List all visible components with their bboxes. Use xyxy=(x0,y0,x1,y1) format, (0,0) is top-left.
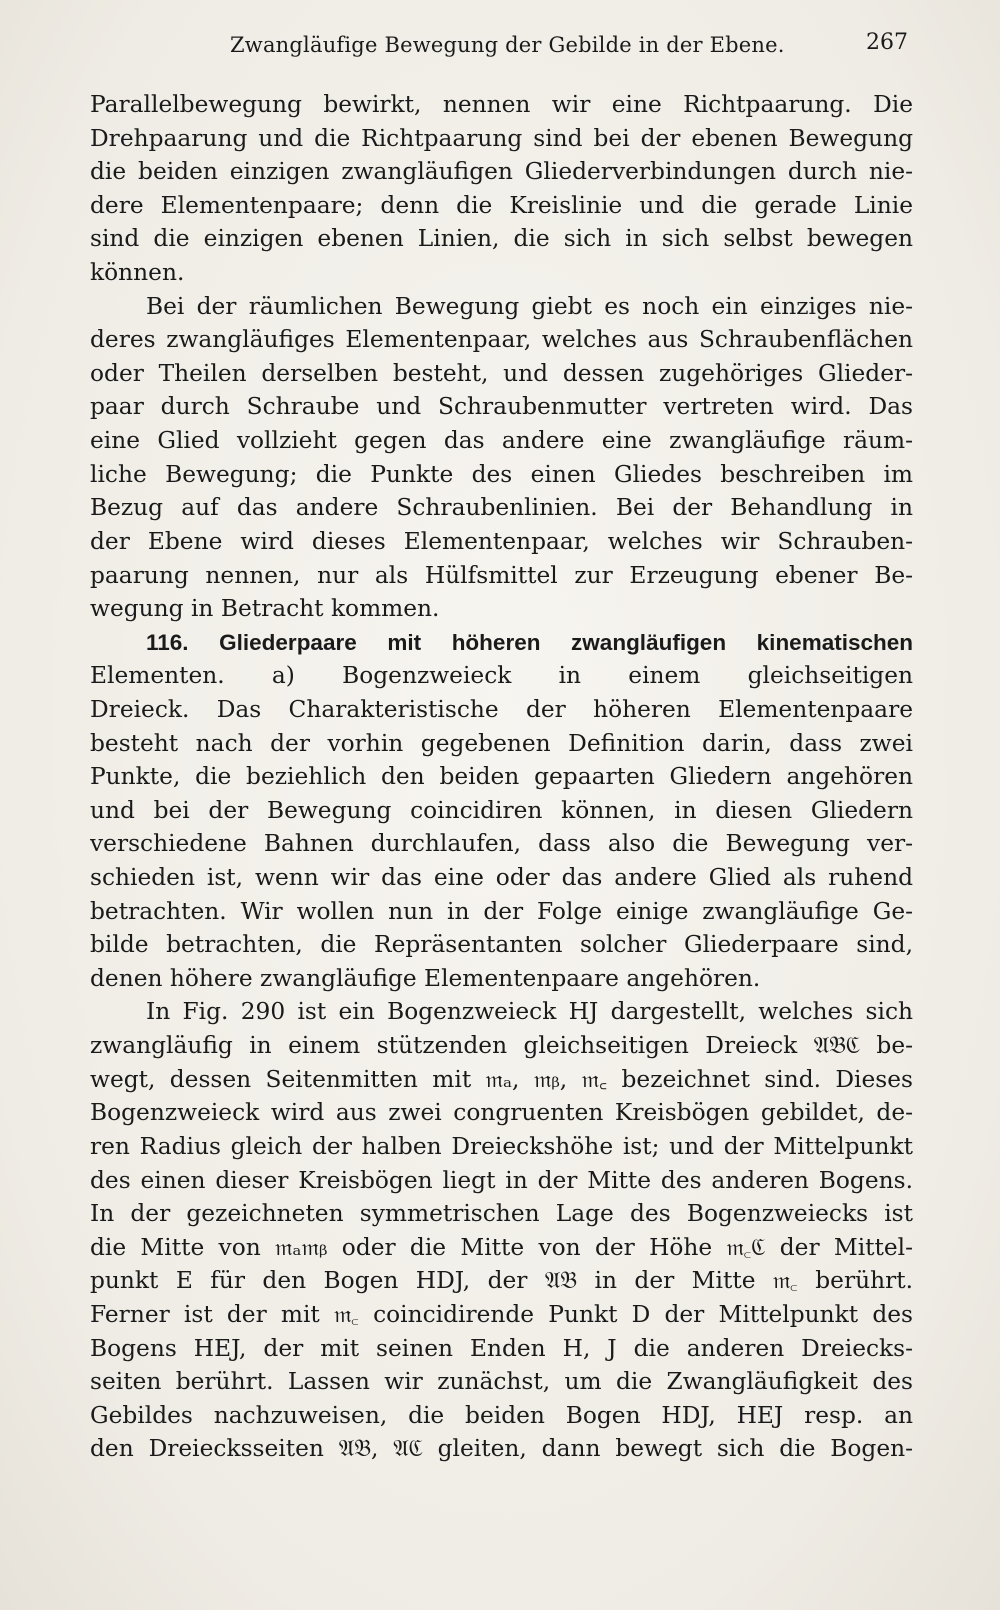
text-line: zwangläufig in einem stützenden gleichseitigen Dreieck 𝔄𝔅ℭ be- xyxy=(90,1032,913,1060)
text-line: Elementen. a) Bogenzweieck in einem gleichseitigen xyxy=(90,662,913,690)
text-line: und bei der Bewegung coincidiren können, in diesen Gliedern xyxy=(90,796,913,824)
page-number: 267 xyxy=(866,30,908,55)
text-line: Gebildes nachzuweisen, die beiden Bogen HDJ, HEJ resp. an xyxy=(90,1401,913,1429)
text-line: dere Elementenpaare; denn die Kreislinie und die gerade Linie xyxy=(90,191,913,219)
text-line: bilde betrachten, die Repräsentanten solcher Gliederpaare sind, xyxy=(90,931,913,959)
text-line: der Ebene wird dieses Elementenpaar, welches wir Schrauben- xyxy=(90,527,913,555)
text-line: besteht nach der vorhin gegebenen Definition darin, dass zwei xyxy=(90,729,913,757)
text-line: Dreieck. Das Charakteristische der höheren Elementenpaare xyxy=(90,695,913,723)
text-line: oder Theilen derselben besteht, und dessen zugehöriges Glieder- xyxy=(90,359,913,387)
text-line: Punkte, die beziehlich den beiden gepaarten Gliedern angehören xyxy=(90,763,913,791)
text-line: sind die einzigen ebenen Linien, die sich in sich selbst bewegen xyxy=(90,225,913,253)
running-head: Zwangläufige Bewegung der Gebilde in der Ebene. xyxy=(230,33,785,57)
text-line: betrachten. Wir wollen nun in der Folge einige zwangläufige Ge- xyxy=(90,897,913,925)
text-line: die beiden einzigen zwangläufigen Gliederverbindungen durch nie- xyxy=(90,158,913,186)
text-line: schieden ist, wenn wir das eine oder das andere Glied als ruhend xyxy=(90,864,913,892)
text-line: können. xyxy=(90,259,185,287)
text-line: In Fig. 290 ist ein Bogenzweieck HJ dargestellt, welches sich xyxy=(146,998,913,1026)
text-line: seiten berührt. Lassen wir zunächst, um die Zwangläufigkeit des xyxy=(90,1368,913,1396)
text-line: des einen dieser Kreisbögen liegt in der Mitte des anderen Bogens. xyxy=(90,1166,913,1194)
text-line: denen höhere zwangläufige Elementenpaare angehören. xyxy=(90,964,761,992)
text-line: eine Glied vollzieht gegen das andere eine zwangläufige räum- xyxy=(90,427,913,455)
text-line: Bogens HEJ, der mit seinen Enden H, J die anderen Dreiecks- xyxy=(90,1334,913,1362)
text-line: den Dreiecksseiten 𝔄𝔅, 𝔄ℭ gleiten, dann bewegt sich die Bogen- xyxy=(90,1435,913,1463)
text-line: paar durch Schraube und Schraubenmutter vertreten wird. Das xyxy=(90,393,913,421)
text-line: punkt E für den Bogen HDJ, der 𝔄𝔅 in der Mitte 𝔪꜀ berührt. xyxy=(90,1267,913,1295)
text-line: paarung nennen, nur als Hülfsmittel zur Erzeugung ebener Be- xyxy=(90,561,913,589)
text-line: Bogenzweieck wird aus zwei congruenten Kreisbögen gebildet, de- xyxy=(90,1099,913,1127)
text-line: Ferner ist der mit 𝔪꜀ coincidirende Punkt D der Mittelpunkt des xyxy=(90,1300,913,1328)
text-line: wegt, dessen Seitenmitten mit 𝔪ₐ, 𝔪ᵦ, 𝔪꜀ bezeichnet sind. Dieses xyxy=(90,1065,913,1093)
body-text xyxy=(90,88,913,1466)
section-heading: 116. Gliederpaare mit höheren zwangläufigen kinematischen xyxy=(146,629,913,655)
text-line: Parallelbewegung bewirkt, nennen wir eine Richtpaarung. Die xyxy=(90,91,913,118)
text-line: wegung in Betracht kommen. xyxy=(90,595,440,623)
text-line: ren Radius gleich der halben Dreieckshöhe ist; und der Mittelpunkt xyxy=(90,1132,913,1160)
text-line: Bezug auf das andere Schraubenlinien. Bei der Behandlung in xyxy=(90,494,913,522)
text-line: verschiedene Bahnen durchlaufen, dass also die Bewegung ver- xyxy=(90,830,913,858)
text-line: die Mitte von 𝔪ₐ𝔪ᵦ oder die Mitte von der Höhe 𝔪꜀ℭ der Mittel- xyxy=(90,1233,913,1261)
text-line: In der gezeichneten symmetrischen Lage des Bogenzweiecks ist xyxy=(90,1200,913,1228)
text-line: liche Bewegung; die Punkte des einen Gliedes beschreiben im xyxy=(90,460,913,488)
text-line: Bei der räumlichen Bewegung giebt es noch ein einziges nie- xyxy=(146,292,913,320)
text-line: deres zwangläufiges Elementenpaar, welches aus Schraubenflächen xyxy=(90,326,913,354)
text-line: Drehpaarung und die Richtpaarung sind bei der ebenen Bewegung xyxy=(90,124,913,152)
